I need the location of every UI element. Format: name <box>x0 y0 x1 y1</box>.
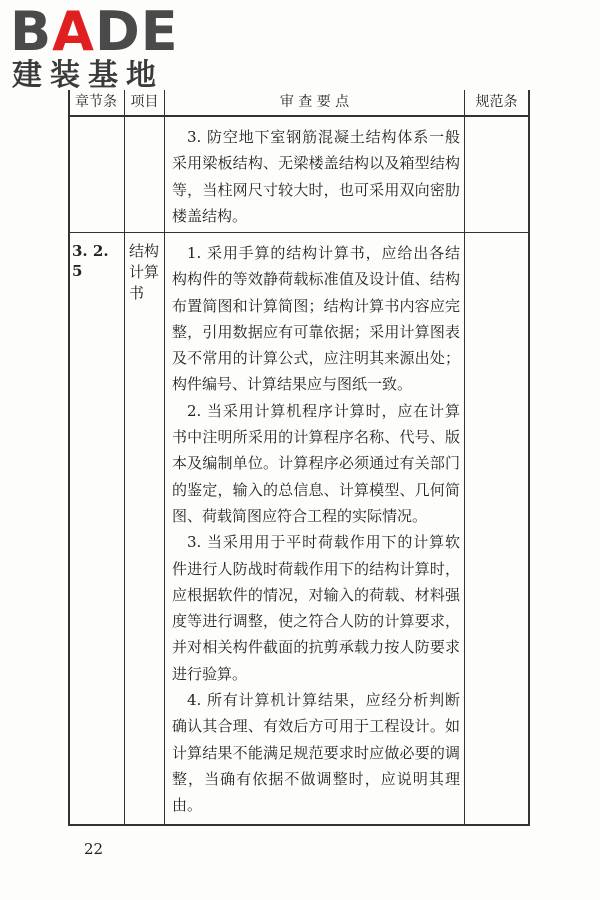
header-underline <box>68 115 530 117</box>
column-divider-1 <box>124 90 125 826</box>
table-row-continuation <box>172 124 460 229</box>
column-divider-2 <box>164 90 165 826</box>
review-table <box>68 90 530 826</box>
header-item: 项目 <box>130 94 159 110</box>
logo-wordmark: BADE <box>10 0 179 63</box>
review-paragraph: 4. 所有计算机计算结果，应经分析判断确认其合理、有效后方可用于工程设计。如计算结果不能满足规范要求时应做必要的调整，当确有依据不做调整时，应说明其理由。 <box>172 691 460 815</box>
row-divider <box>68 232 530 233</box>
item-name: 结构计算书 <box>129 242 160 302</box>
review-paragraph: 1. 采用手算的结构计算书，应给出各结构构件的等效静荷载标准值及设计值、结构布置简图和计算简图；结构计算书内容应完整，引用数据应有可靠依据；采用计算图表及不常用的计算公式，应注明其来源出处；构件编号、计算结果应与图纸一致。 <box>172 244 460 394</box>
column-divider-3 <box>464 90 465 826</box>
review-paragraph: 3. 防空地下室钢筋混凝土结构体系一般采用梁板结构、无梁楼盖结构以及箱型结构等，当柱网尺寸较大时，也可采用双向密肋楼盖结构。 <box>172 128 460 225</box>
review-paragraph: 3. 当采用用于平时荷载作用下的计算软件进行人防战时荷载作用下的结构计算时，应根据软件的情况，对输入的荷载、材料强度等进行调整，使之符合人防的计算要求，并对相关构件截面的抗剪承载力按人防要求进行验算。 <box>172 533 460 683</box>
header-chapter: 章节条 <box>75 94 117 110</box>
section-number: 3. 2. 5 <box>72 242 109 280</box>
header-review-points: 审 查 要 点 <box>279 94 350 110</box>
table-border-bottom <box>68 824 530 826</box>
logo-subtitle: 建装基地 <box>12 58 164 93</box>
page-number: 22 <box>84 840 104 858</box>
review-paragraph: 2. 当采用计算机程序计算时，应在计算书中注明所采用的计算程序名称、代号、版本及编制单位。计算程序必须通过有关部门的鉴定，输入的总信息、计算模型、几何简图、荷载简图应符合工程的实际情况。 <box>172 401 460 525</box>
bade-logo <box>10 2 185 102</box>
table-border-left <box>68 90 70 826</box>
table-border-right <box>528 90 530 826</box>
table-row-3-2-5 <box>172 240 460 819</box>
header-code-clause: 规范条 <box>475 94 518 110</box>
